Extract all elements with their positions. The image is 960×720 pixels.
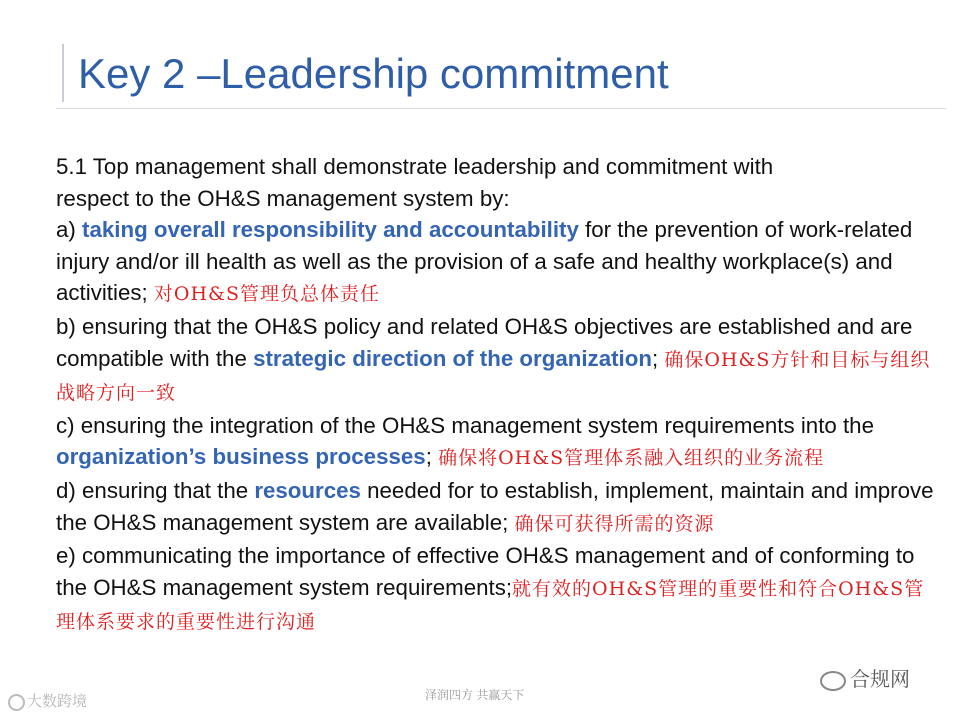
item-b-highlight: strategic direction of the organization <box>253 345 652 371</box>
item-d-chinese: 确保可获得所需的资源 <box>514 512 715 535</box>
item-b <box>56 311 936 410</box>
item-b-pre: b) ensuring that the OH&S policy and related OH&S objectives are established and are compatible with the <box>56 313 913 371</box>
item-b-chinese: 确保OH&S方针和目标与组织战略方向一致 <box>56 348 931 405</box>
watermark-right <box>820 663 910 692</box>
watermark-center: 泽润四方 共赢天下 <box>425 688 525 702</box>
item-c-pre: c) ensuring the integration of the OH&S management system requirements into the <box>56 412 874 438</box>
item-e-chinese: 就有效的OH&S管理的重要性和符合OH&S管理体系要求的重要性进行沟通 <box>56 577 925 634</box>
watermark-logo-icon <box>8 694 25 711</box>
wechat-icon <box>820 671 846 691</box>
intro-paragraph <box>56 151 936 214</box>
item-a-post: for the prevention of work-related injury and/or ill health as well as the provision of a safe and healthy workplace(s) and activities; <box>56 217 913 306</box>
intro-line-1: 5.1 Top management shall demonstrate leadership and commitment with <box>56 154 774 179</box>
title-accent-line <box>62 44 64 102</box>
intro-line-2: respect to the OH&S management system by: <box>56 185 510 211</box>
title-divider <box>56 108 946 109</box>
item-e <box>56 540 936 639</box>
item-d-post: needed for to establish, implement, maintain and improve the OH&S management system are available; <box>56 477 934 535</box>
watermark-left <box>8 690 87 711</box>
item-a <box>56 214 936 311</box>
item-c <box>56 410 936 475</box>
slide-body <box>56 151 936 639</box>
item-c-chinese: 确保将OH&S管理体系融入组织的业务流程 <box>438 447 825 470</box>
watermark-right-text: 合规网 <box>850 669 910 691</box>
item-b-post: ; <box>651 345 665 371</box>
item-a-highlight: taking overall responsibility and accountability <box>82 217 579 243</box>
item-d <box>56 475 936 540</box>
watermark-left-text: 大数跨境 <box>27 693 88 710</box>
slide-title: Key 2 –Leadership commitment <box>78 50 669 97</box>
item-c-highlight: organization’s business processes <box>56 444 426 470</box>
item-a-pre: a) <box>56 217 83 243</box>
item-e-pre: e) communicating the importance of effective OH&S management and of conforming to the OH&S management system requirements; <box>56 543 915 600</box>
item-d-highlight: resources <box>254 477 361 503</box>
item-a-chinese: 对OH&S管理负总体责任 <box>153 283 380 306</box>
item-c-post: ; <box>425 444 439 470</box>
item-d-pre: d) ensuring that the <box>56 477 255 503</box>
